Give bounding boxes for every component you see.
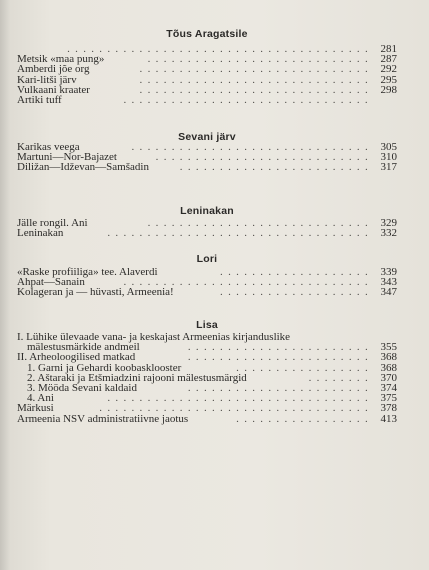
entry-label: Diližan—Idževan—Samšadin [17, 161, 149, 174]
leader-dots: ............................ [147, 54, 373, 65]
leader-dots: ............................... [123, 95, 373, 106]
leader-dots: ....................... [187, 383, 373, 394]
page-number: 287 [380, 53, 397, 66]
page-number: 310 [380, 151, 397, 164]
leader-dots: ................. [236, 413, 373, 424]
entry-label: Kari-litši järv [17, 73, 77, 86]
page-number: 374 [380, 382, 397, 394]
page-number: 295 [380, 73, 397, 86]
leader-dots: ................... [220, 287, 373, 298]
entry-label: 4. Ani [27, 392, 54, 405]
toc-entry [17, 287, 397, 297]
section-title: Tõus Aragatsile [166, 28, 248, 40]
entry-label: 1. Garni ja Gehardi koobasklooster [27, 361, 182, 374]
leader-dots: ................. [236, 362, 373, 373]
entry-label: Amberdi jõe org [17, 63, 90, 76]
page-number: 378 [380, 402, 397, 415]
leader-dots: ....................... [187, 352, 373, 363]
entry-label: 2. Aštaraki ja Etšmiadzini rajooni mälestusmärgid [27, 371, 247, 384]
leader-dots: ........................... [155, 152, 373, 163]
leader-dots: ...................................... [67, 44, 373, 55]
leader-dots: ............................. [139, 74, 373, 85]
toc-entry [17, 95, 397, 105]
leader-dots: ................... [220, 267, 373, 278]
page-number: 305 [380, 141, 397, 153]
section-title: Lisa [196, 319, 218, 331]
page-number: 355 [380, 341, 397, 354]
section-title: Leninakan [180, 205, 234, 217]
page-number: 298 [380, 83, 397, 96]
toc-entry [17, 414, 397, 424]
entry-label: Märkusi [17, 402, 54, 415]
entry-label: Martuni—Nor-Bajazet [17, 151, 117, 164]
page-number: 281 [380, 43, 397, 55]
entry-label: 3. Mööda Sevani kaldaid [27, 382, 137, 394]
entry-label: Jälle rongil. Ani [17, 217, 88, 229]
leader-dots: .................................. [99, 403, 373, 414]
page-number: 343 [380, 276, 397, 289]
entry-label: Karikas veega [17, 141, 80, 153]
page-number: 339 [380, 266, 397, 278]
page-number: 368 [380, 351, 397, 364]
leader-dots: ................................. [107, 393, 373, 404]
page-number: 332 [380, 227, 397, 240]
toc-entry [17, 228, 397, 238]
leader-dots: ................................. [107, 228, 373, 239]
page-gutter-shadow [0, 0, 10, 570]
page-number: 370 [380, 371, 397, 384]
entry-label: «Raske profiiliga» tee. Alaverdi [17, 266, 158, 278]
page-number: 292 [380, 63, 397, 76]
entry-label: Metsik «maa pung» [17, 53, 105, 66]
entry-label: Vulkaani kraater [17, 83, 90, 96]
entry-label: Kolageran ja — hüvasti, Armeenia! [17, 286, 174, 299]
entry-label: Ahpat—Sanain [17, 276, 85, 289]
entry-label: II. Arheoloogilised matkad [17, 351, 136, 364]
section-title: Sevani järv [178, 131, 236, 143]
page-number: 329 [380, 217, 397, 229]
entry-label: mälestusmärkide andmeil [27, 341, 140, 354]
entry-label: Armeenia NSV administratiivne jaotus [17, 412, 189, 425]
toc-entry [17, 162, 397, 172]
toc-entry [17, 85, 397, 95]
leader-dots: ........................ [179, 162, 373, 173]
toc-entry [17, 383, 397, 393]
toc-entry [17, 218, 397, 228]
leader-dots: ............................. [139, 84, 373, 95]
leader-dots: ............................... [123, 277, 373, 288]
leader-dots: .............................. [131, 142, 373, 153]
leader-dots: ............................. [139, 64, 373, 75]
page-number: 413 [380, 412, 397, 425]
page-number: 368 [380, 361, 397, 374]
page-number: 317 [380, 161, 397, 174]
page-number: 347 [380, 286, 397, 299]
page-number: 375 [380, 392, 397, 405]
entry-label: Leninakan [17, 227, 64, 240]
leader-dots: ............................ [147, 218, 373, 229]
toc-entry [17, 393, 397, 403]
section-title: Lori [196, 253, 218, 265]
entry-label: I. Lühike ülevaade vana- ja keskajast Armeenias kirjanduslike [17, 331, 291, 343]
leader-dots: ....................... [187, 342, 373, 353]
entry-label: Artiki tuff [17, 94, 62, 106]
leader-dots: ........ [308, 372, 373, 383]
